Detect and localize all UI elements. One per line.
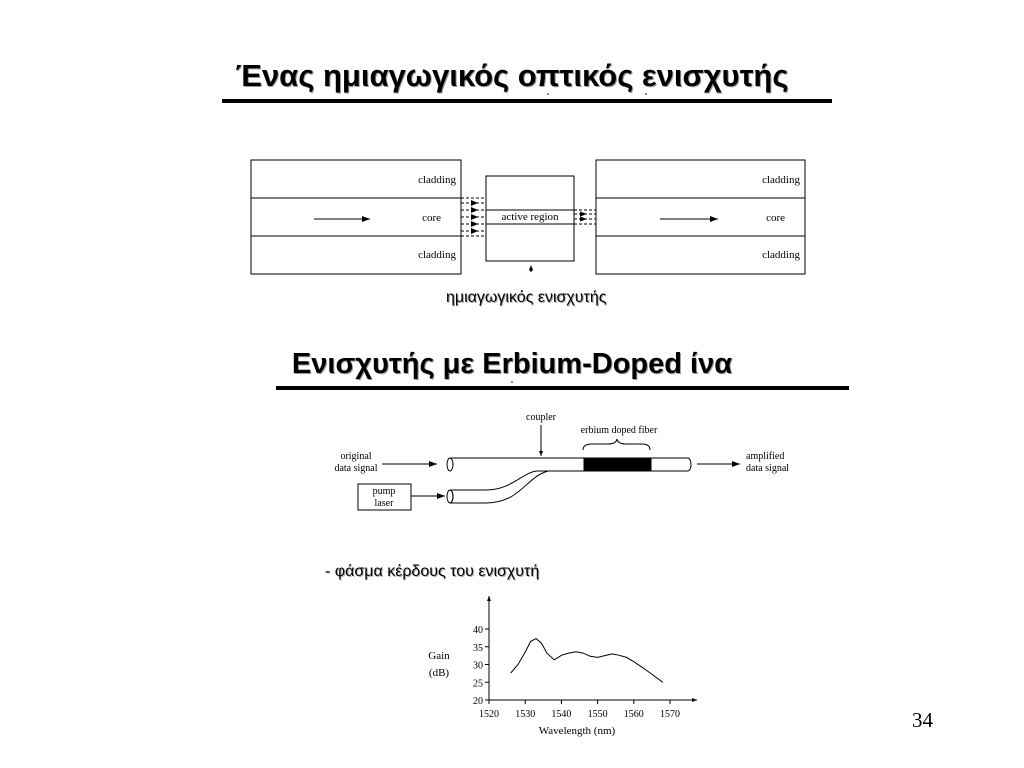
coupling-beams-right bbox=[574, 210, 596, 224]
output-label-line2: data signal bbox=[746, 463, 790, 474]
left-cladding-bottom-label: cladding bbox=[418, 249, 456, 261]
pump-label-line2: laser bbox=[374, 498, 394, 509]
x-axis-label: Wavelength (nm) bbox=[538, 725, 616, 737]
section-title: Ενισχυτής με Erbium-Doped ίνα bbox=[291, 348, 733, 380]
pump-label-line1: pump bbox=[372, 486, 396, 497]
x-tick-label: 1570 bbox=[660, 709, 680, 720]
x-tick-label: 1540 bbox=[551, 709, 572, 720]
coupling-arrowheads-right bbox=[580, 212, 587, 222]
soa-caption: ημιαγωγικός ενισχυτής bbox=[446, 289, 607, 306]
y-tick-label: 40 bbox=[473, 625, 483, 636]
coupling-arrowheads-left bbox=[471, 200, 478, 234]
y-axis-label-line2: (dB) bbox=[428, 667, 450, 679]
right-cladding-bottom-label: cladding bbox=[762, 249, 800, 261]
x-tick-label: 1530 bbox=[515, 709, 536, 720]
fiber-tube bbox=[450, 458, 691, 503]
left-core-label: core bbox=[422, 212, 441, 224]
slide-title: Ένας ημιαγωγικός οπτικός ενισχυτής bbox=[235, 58, 789, 93]
gain-spectrum-chart bbox=[428, 596, 697, 737]
y-tick-label: 35 bbox=[473, 642, 483, 654]
right-cladding-top-label: cladding bbox=[762, 174, 800, 186]
gain-curve bbox=[511, 639, 663, 683]
coupler-label: coupler bbox=[526, 412, 556, 423]
x-tick-label: 1550 bbox=[587, 709, 608, 720]
y-tick-label: 30 bbox=[473, 660, 483, 672]
y-tick-label: 20 bbox=[473, 696, 483, 707]
y-tick-label: 25 bbox=[473, 678, 483, 690]
erbium-fiber-label: erbium doped fiber bbox=[580, 425, 658, 436]
edfa-labels bbox=[334, 412, 789, 509]
y-axis-label-line1: Gain bbox=[428, 650, 450, 662]
x-tick-label: 1520 bbox=[479, 709, 499, 720]
right-core-label: core bbox=[766, 212, 785, 224]
current-injection-marker bbox=[529, 265, 533, 272]
output-label-line1: amplified bbox=[746, 451, 785, 462]
active-region-label: active region bbox=[501, 211, 559, 223]
fiber-brace bbox=[583, 439, 650, 450]
erbium-doped-section bbox=[584, 458, 651, 471]
x-tick-label: 1560 bbox=[623, 709, 644, 720]
input-label-line1: original bbox=[340, 451, 372, 462]
gain-spectrum-caption: - φάσμα κέρδους του ενισχυτή bbox=[325, 563, 540, 580]
edfa-diagram bbox=[358, 425, 740, 510]
page-number: 34 bbox=[912, 708, 933, 732]
input-label-line2: data signal bbox=[334, 463, 378, 474]
left-cladding-top-label: cladding bbox=[418, 174, 456, 186]
